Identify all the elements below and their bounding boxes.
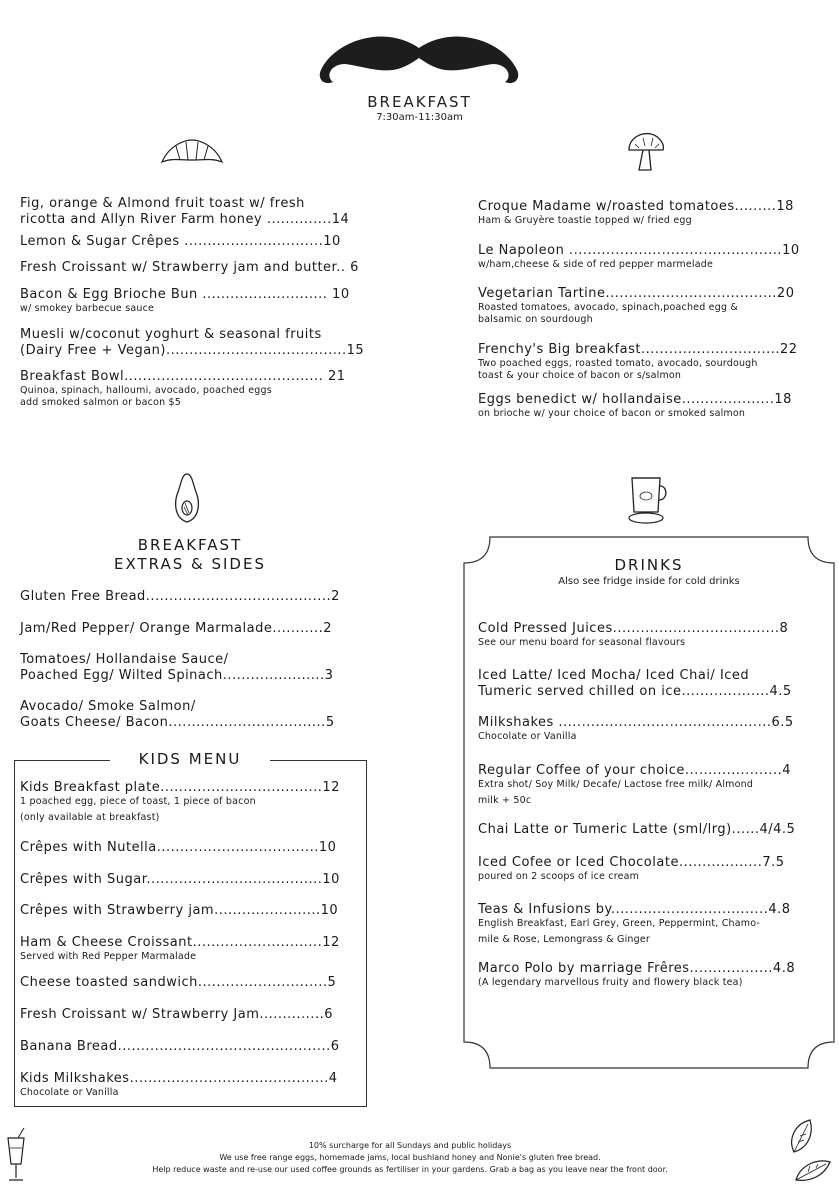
menu-item-le-napoleon: Le Napoleon ..............................................10 w/ham,cheese & side of red pepper marmelade <box>478 243 800 270</box>
avocado-icon <box>172 472 202 524</box>
menu-item-big-breakfast: Frenchy's Big breakfast..............................22 Two poached eggs, roasted tomato, avocado, sourdough toast & your choice of bacon or s/salmon <box>478 342 798 381</box>
mustache-logo <box>305 30 533 90</box>
footer-ingredients: We use free range eggs, homemade jams, local bushland honey and Nonie's gluten free bread. <box>219 1153 601 1162</box>
kids-item-milkshakes: Kids Milkshakes...........................................4 Chocolate or Vanilla <box>20 1071 338 1098</box>
extras-item-jam: Jam/Red Pepper/ Orange Marmalade...........2 <box>20 621 333 636</box>
drinks-item-marco-polo: Marco Polo by marriage Frêres..................4.8 (A legendary marvellous fruity and flowery black tea) <box>478 961 796 988</box>
extras-item-gluten-free-bread: Gluten Free Bread........................................2 <box>20 589 340 604</box>
footer-coffee-grounds: Help reduce waste and re-use our used coffee grounds as fertiliser in your gardens. Grab a bag as you leave near the front door. <box>152 1165 668 1174</box>
coffee-cup-icon <box>626 472 670 526</box>
kids-item-cheese-sandwich: Cheese toasted sandwich............................5 <box>20 975 337 990</box>
leaves-icon <box>786 1118 832 1184</box>
menu-item-vegetarian-tartine: Vegetarian Tartine.....................................20 Roasted tomatoes, avocado, spinach,poached egg & balsamic on sourdough <box>478 286 795 325</box>
mushroom-icon <box>625 130 669 174</box>
footer-surcharge: 10% surcharge for all Sundays and public holidays <box>308 1141 512 1150</box>
cocktail-glass-icon <box>4 1128 28 1184</box>
drinks-title: DRINKS <box>614 556 684 574</box>
menu-item-brioche-bun: Bacon & Egg Brioche Bun ........................... 10 w/ smokey barbecue sauce <box>20 287 350 314</box>
menu-item-fresh-croissant: Fresh Croissant w/ Strawberry jam and butter.. 6 <box>20 260 359 275</box>
kids-item-banana-bread: Banana Bread..............................................6 <box>20 1039 340 1054</box>
extras-item-tomatoes: Tomatoes/ Hollandaise Sauce/ Poached Egg/ Wilted Spinach......................3 <box>20 652 334 683</box>
opening-hours: 7:30am-11:30am <box>376 112 463 123</box>
kids-item-breakfast-plate: Kids Breakfast plate...................................12 1 poached egg, piece of toast, 1 piece of bacon (only available at breakfast) <box>20 780 340 823</box>
drinks-item-teas-infusions: Teas & Infusions by..................................4.8 English Breakfast, Earl Grey, Green, Peppermint, Chamo- mile & Rose, Lemongrass & Ginger <box>478 902 791 945</box>
drinks-item-iced-latte: Iced Latte/ Iced Mocha/ Iced Chai/ Iced Tumeric served chilled on ice...................4.5 <box>478 668 792 699</box>
drinks-item-chai-latte: Chai Latte or Tumeric Latte (sml/lrg)......4/4.5 <box>478 822 796 837</box>
extras-title: BREAKFAST EXTRAS & SIDES <box>114 536 266 573</box>
drinks-item-cold-pressed-juices: Cold Pressed Juices....................................8 See our menu board for seasonal flavours <box>478 621 789 648</box>
kids-item-crepes-nutella: Crêpes with Nutella...................................10 <box>20 840 337 855</box>
menu-item-breakfast-bowl: Breakfast Bowl........................................... 21 Quinoa, spinach, halloumi, avocado, poached eggs add smoked salmon or bacon $5 <box>20 369 346 408</box>
menu-item-muesli: Muesli w/coconut yoghurt & seasonal fruits (Dairy Free + Vegan).......................................15 <box>20 327 365 358</box>
menu-item-lemon-crepes: Lemon & Sugar Crêpes ..............................10 <box>20 234 341 249</box>
menu-item-eggs-benedict: Eggs benedict w/ hollandaise....................18 on brioche w/ your choice of bacon or smoked salmon <box>478 392 792 419</box>
drinks-item-regular-coffee: Regular Coffee of your choice.....................4 Extra shot/ Soy Milk/ Decafe/ Lactose free milk/ Almond milk + 50c <box>478 763 791 806</box>
kids-menu-title: KIDS MENU <box>110 750 270 769</box>
kids-item-crepes-strawberry: Crêpes with Strawberry jam.......................10 <box>20 903 339 918</box>
page-title: BREAKFAST <box>367 93 472 111</box>
kids-item-ham-cheese-croissant: Ham & Cheese Croissant............................12 Served with Red Pepper Marmalade <box>20 935 340 962</box>
croissant-icon <box>160 138 224 166</box>
drinks-item-iced-coffee: Iced Cofee or Iced Chocolate..................7.5 poured on 2 scoops of ice cream <box>478 855 785 882</box>
drinks-item-milkshakes: Milkshakes ..............................................6.5 Chocolate or Vanilla <box>478 715 794 742</box>
extras-item-avocado: Avocado/ Smoke Salmon/ Goats Cheese/ Bacon..................................5 <box>20 699 335 730</box>
kids-item-crepes-sugar: Crêpes with Sugar......................................10 <box>20 872 340 887</box>
menu-item-fig-toast: Fig, orange & Almond fruit toast w/ fresh ricotta and Allyn River Farm honey ..............14 <box>20 196 350 227</box>
kids-item-fresh-croissant: Fresh Croissant w/ Strawberry Jam..............6 <box>20 1007 333 1022</box>
menu-item-croque-madame: Croque Madame w/roasted tomatoes.........18 Ham & Gruyère toastie topped w/ fried egg <box>478 199 794 226</box>
drinks-subtitle: Also see fridge inside for cold drinks <box>558 576 740 587</box>
